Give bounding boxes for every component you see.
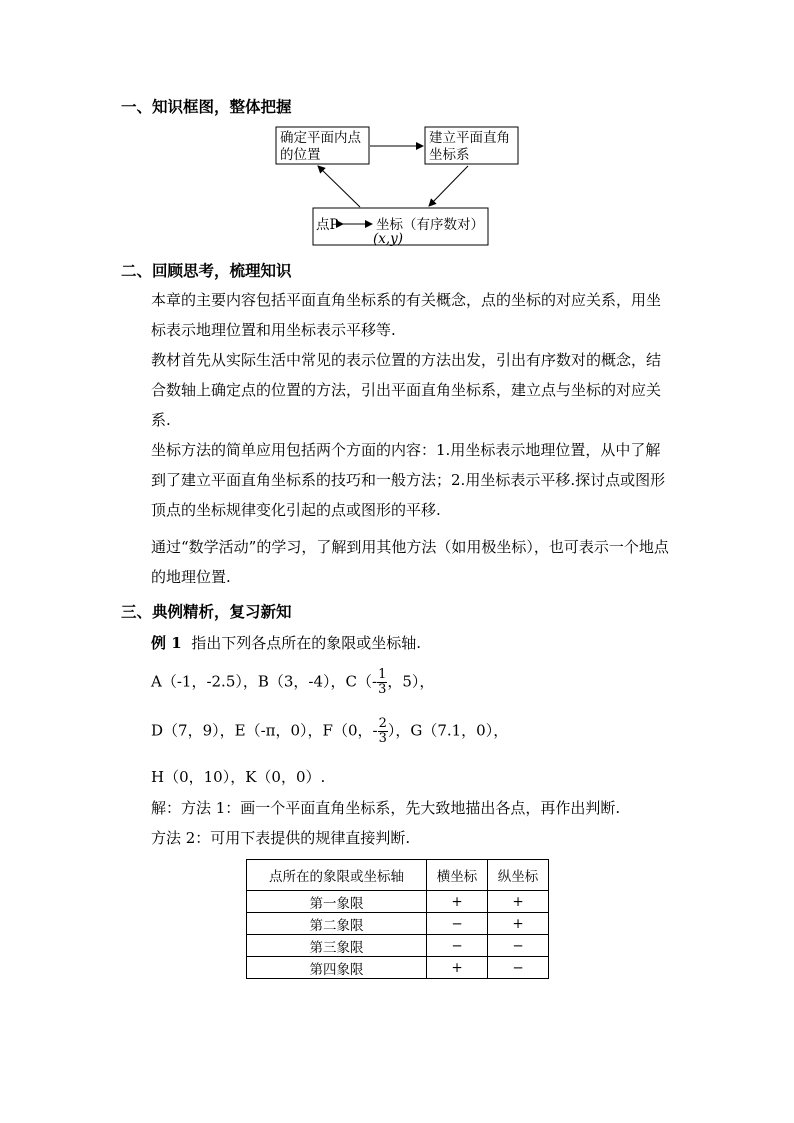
fraction-one-third — [377, 668, 387, 697]
table-cell: − — [427, 935, 488, 957]
table-row — [247, 913, 549, 935]
box-right-line2: 坐标系 — [429, 147, 470, 163]
solution-method-1: 解：方法 1：画一个平面直角坐标系，先大致地描出各点，再作出判断. — [151, 799, 621, 817]
knowledge-diagram — [0, 0, 794, 260]
paragraph-3-text: 坐标方法的简单应用包括两个方面的内容：1.用坐标表示地理位置，从中了解到了建立平面直角坐标系的技巧和一般方法；2.用坐标表示平移.探讨点或图形顶点的坐标规律变化引起的点或图形的平移. — [151, 441, 666, 519]
table-header-cell: 点所在的象限或坐标轴 — [247, 860, 427, 891]
table-cell: 第四象限 — [247, 957, 427, 979]
paragraph-4-text: 通过“数学活动”的学习，了解到用其他方法（如用极坐标），也可表示一个地点的地理位置. — [151, 538, 669, 586]
table-cell: 第三象限 — [247, 935, 427, 957]
paragraph-3 — [121, 435, 673, 525]
table-cell: − — [488, 935, 549, 957]
table-cell: + — [488, 913, 549, 935]
example-text: 指出下列各点所在的象限或坐标轴. — [191, 634, 421, 652]
points-line-3: H（0，10），K（0，0）. — [151, 768, 326, 786]
paragraph-2 — [121, 345, 673, 435]
table-row — [247, 957, 549, 979]
table-cell: 第二象限 — [247, 913, 427, 935]
section2-heading: 二、回顾思考，梳理知识 — [121, 262, 292, 280]
table-cell: − — [488, 957, 549, 979]
fraction1-numerator: 1 — [378, 667, 387, 682]
paragraph-1 — [121, 285, 673, 345]
paragraph-2-text: 教材首先从实际生活中常见的表示位置的方法出发，引出有序数对的概念，结合数轴上确定点的位置的方法，引出平面直角坐标系，建立点与坐标的对应关系. — [151, 351, 662, 429]
fraction-two-thirds — [378, 717, 388, 746]
table-cell: + — [427, 891, 488, 913]
section3-heading: 三、典例精析，复习新知 — [121, 603, 292, 621]
fraction2-numerator: 2 — [378, 716, 387, 731]
example-line — [151, 632, 421, 653]
table-cell: − — [427, 913, 488, 935]
box-left-line1: 确定平面内点 — [280, 130, 361, 146]
section1-heading: 一、知识框图，整体把握 — [121, 98, 292, 116]
table-cell: 第一象限 — [247, 891, 427, 913]
box-left-line2: 的位置 — [280, 147, 321, 163]
fraction1-denominator: 3 — [378, 682, 387, 697]
table-header-cell: 横坐标 — [427, 860, 488, 891]
points-line2-a: D（7，9），E（-π，0），F（0，- — [151, 721, 378, 740]
table-cell: + — [427, 957, 488, 979]
table-cell: + — [488, 891, 549, 913]
table-row — [247, 935, 549, 957]
box-bottom-left: 点P — [316, 217, 339, 233]
box-right-line1: 建立平面直角 — [429, 130, 510, 146]
points-line-2 — [151, 717, 508, 746]
points-line-1 — [151, 668, 434, 697]
example-label: 例 1 — [151, 634, 182, 652]
table-header-row — [247, 860, 549, 891]
fraction2-denominator: 3 — [378, 731, 387, 746]
quadrant-rules-table — [246, 859, 549, 979]
points-line1-a: A（-1，-2.5），B（3，-4），C（- — [151, 672, 378, 691]
arrow-system-to-point — [429, 166, 468, 206]
solution-method-2: 方法 2：可用下表提供的规律直接判断. — [151, 829, 411, 847]
table-header-cell: 纵坐标 — [488, 860, 549, 891]
arrow-point-to-locate — [318, 166, 360, 207]
table-row — [247, 891, 549, 913]
points-line2-b: ），G（7.1，0）， — [387, 721, 509, 740]
box-bottom-sub: (x,y) — [373, 231, 404, 247]
paragraph-4 — [121, 532, 673, 592]
points-line1-b: ，5）， — [387, 672, 435, 691]
box-bottom-right: 坐标（有序数对） — [376, 217, 484, 233]
paragraph-1-text: 本章的主要内容包括平面直角坐标系的有关概念，点的坐标的对应关系，用坐标表示地理位置和用坐标表示平移等. — [151, 291, 662, 339]
